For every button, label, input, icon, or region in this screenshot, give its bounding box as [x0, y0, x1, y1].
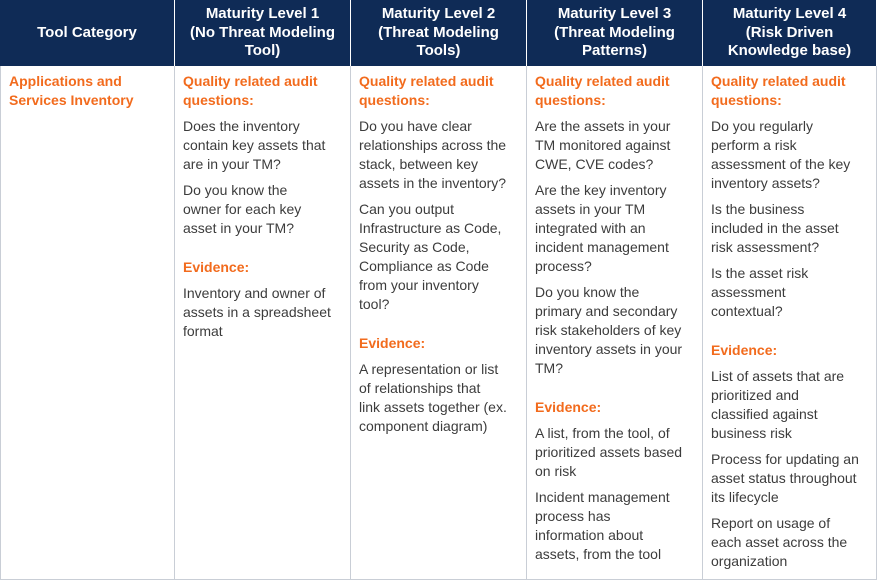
question-item: Do you regularly perform a risk assessment of the key inventory assets? — [711, 118, 851, 191]
cell-level-1 — [175, 66, 351, 580]
header-l3-line3: Patterns) — [581, 42, 648, 60]
evidence-heading: Evidence: — [535, 399, 602, 415]
question-item: Does the inventory contain key assets that are in your TM? — [183, 118, 326, 172]
evidence-item: Report on usage of each asset across the organization — [711, 515, 848, 569]
cell-category — [0, 66, 175, 580]
category-label: Applications and Services Inventory — [9, 73, 134, 108]
header-l1-line3: Tool) — [244, 42, 281, 60]
audit-heading: Quality related audit questions: — [183, 73, 318, 108]
question-item: Do you know the owner for each key asset in your TM? — [183, 182, 302, 236]
header-l2-line1: Maturity Level 2 — [381, 5, 496, 23]
question-item: Is the business included in the asset risk assessment? — [711, 201, 839, 255]
header-tool-category-label: Tool Category — [37, 23, 137, 41]
evidence-heading: Evidence: — [183, 259, 250, 275]
header-l4-line1: Maturity Level 4 — [732, 5, 847, 23]
evidence-item: Incident management process has information about assets, from the tool — [535, 489, 670, 562]
header-maturity-level-2 — [351, 0, 527, 66]
evidence-item: List of assets that are prioritized and classified against business risk — [711, 368, 845, 441]
question-item: Can you output Infrastructure as Code, Security as Code, Compliance as Code from your inventory tool? — [359, 201, 502, 312]
cell-level-3 — [527, 66, 703, 580]
header-maturity-level-1 — [175, 0, 351, 66]
header-l4-line3: Knowledge base) — [727, 42, 852, 60]
header-maturity-level-3 — [527, 0, 703, 66]
evidence-item: A representation or list of relationships that link assets together (ex. component diagram) — [359, 361, 507, 434]
question-item: Are the assets in your TM monitored against CWE, CVE codes? — [535, 118, 671, 172]
header-l1-line1: Maturity Level 1 — [205, 5, 320, 23]
cell-level-2 — [351, 66, 527, 580]
audit-heading: Quality related audit questions: — [359, 73, 494, 108]
header-maturity-level-4 — [703, 0, 877, 66]
question-item: Are the key inventory assets in your TM integrated with an incident management process? — [535, 182, 669, 274]
header-l3-line1: Maturity Level 3 — [557, 5, 672, 23]
question-item: Is the asset risk assessment contextual? — [711, 265, 809, 319]
question-item: Do you have clear relationships across the stack, between key assets in the inventory? — [359, 118, 507, 191]
evidence-item: Inventory and owner of assets in a spreadsheet format — [183, 285, 331, 339]
header-l2-line3: Tools) — [416, 42, 461, 60]
header-tool-category — [0, 0, 175, 66]
header-l3-line2: (Threat Modeling — [554, 23, 675, 41]
evidence-heading: Evidence: — [711, 342, 778, 358]
audit-heading: Quality related audit questions: — [535, 73, 670, 108]
evidence-item: Process for updating an asset status throughout its lifecycle — [711, 451, 859, 505]
cell-level-4 — [703, 66, 877, 580]
header-l2-line2: (Threat Modeling — [378, 23, 499, 41]
header-l4-line2: (Risk Driven — [745, 23, 834, 41]
evidence-item: A list, from the tool, of prioritized assets based on risk — [535, 425, 683, 479]
audit-heading: Quality related audit questions: — [711, 73, 846, 108]
evidence-heading: Evidence: — [359, 335, 426, 351]
question-item: Do you know the primary and secondary risk stakeholders of key inventory assets in your TM? — [535, 284, 683, 376]
header-l1-line2: (No Threat Modeling — [190, 23, 335, 41]
